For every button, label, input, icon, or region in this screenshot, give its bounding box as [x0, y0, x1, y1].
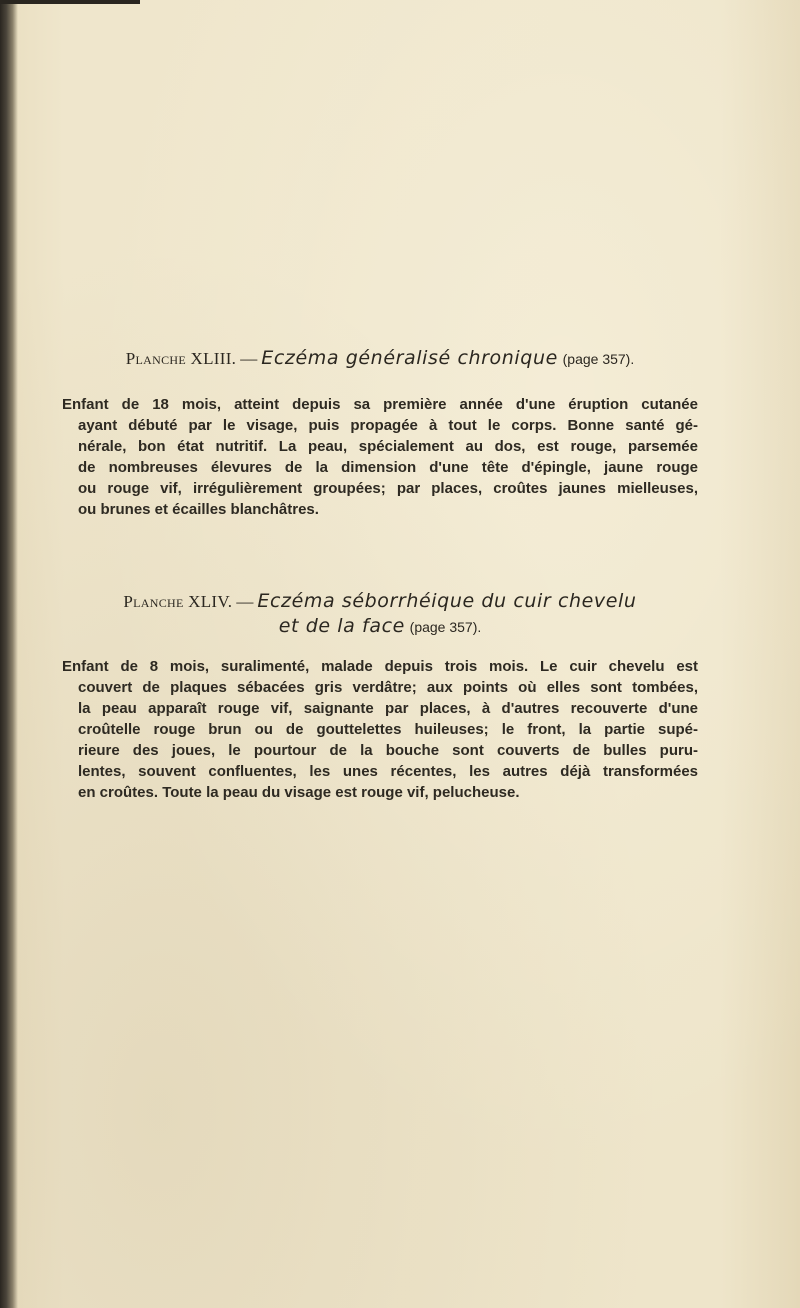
description-line: ou brunes et écailles blanchâtres.	[78, 501, 319, 518]
plate-xliii-description	[62, 394, 698, 520]
plate-xliii-page-ref: (page 357).	[562, 351, 635, 367]
description-line: la peau apparaît rouge vif, saignante par places, à d'autres recouverte d'une	[78, 700, 698, 717]
plate-xliii-title: Eczéma généralisé chronique	[261, 347, 558, 369]
plate-xliii-dash: —	[240, 349, 258, 368]
description-line: Enfant de 8 mois, suralimenté, malade depuis trois mois. Le cuir chevelu est	[62, 658, 698, 675]
description-line: ayant débuté par le visage, puis propagée à tout le corps. Bonne santé gé-	[78, 417, 698, 434]
description-line: nérale, bon état nutritif. La peau, spécialement au dos, est rouge, parsemée	[78, 438, 698, 455]
description-line: en croûtes. Toute la peau du visage est rouge vif, pelucheuse.	[78, 784, 520, 801]
plate-xliii-label: Planche XLIII.	[125, 349, 237, 368]
plate-xliii-heading	[62, 346, 698, 372]
description-line: lentes, souvent confluentes, les unes récentes, les autres déjà transformées	[78, 763, 698, 780]
plate-xliv-dash: —	[236, 592, 254, 611]
description-line: ou rouge vif, irrégulièrement groupées; par places, croûtes jaunes mielleuses,	[78, 480, 698, 497]
plate-xliv-label: Planche XLIV.	[123, 592, 233, 611]
page-edge-mark	[0, 0, 140, 4]
plate-xliv-heading	[62, 589, 698, 614]
plate-xliii-section	[62, 346, 698, 520]
description-line: couvert de plaques sébacées gris verdâtre; aux points où elles sont tombées,	[78, 679, 698, 696]
description-line: rieure des joues, le pourtour de la bouche sont couverts de bulles puru-	[78, 742, 698, 759]
description-line: Enfant de 18 mois, atteint depuis sa première année d'une éruption cutanée	[62, 396, 698, 413]
book-spine-shadow	[0, 0, 18, 1308]
plate-xliv-title-line-2: et de la face	[278, 615, 405, 637]
plate-xliv-title-line-1: Eczéma séborrhéique du cuir chevelu	[257, 590, 637, 612]
plate-xliv-page-ref: (page 357).	[409, 619, 482, 635]
description-line: croûtelle rouge brun ou de gouttelettes huileuses; le front, la partie supé-	[78, 721, 698, 738]
description-line: de nombreuses élevures de la dimension d'une tête d'épingle, jaune rouge	[78, 459, 698, 476]
plate-xliv-description	[62, 656, 698, 803]
plate-xliv-heading-line-2	[62, 614, 698, 640]
plate-xliv-section	[62, 589, 698, 803]
